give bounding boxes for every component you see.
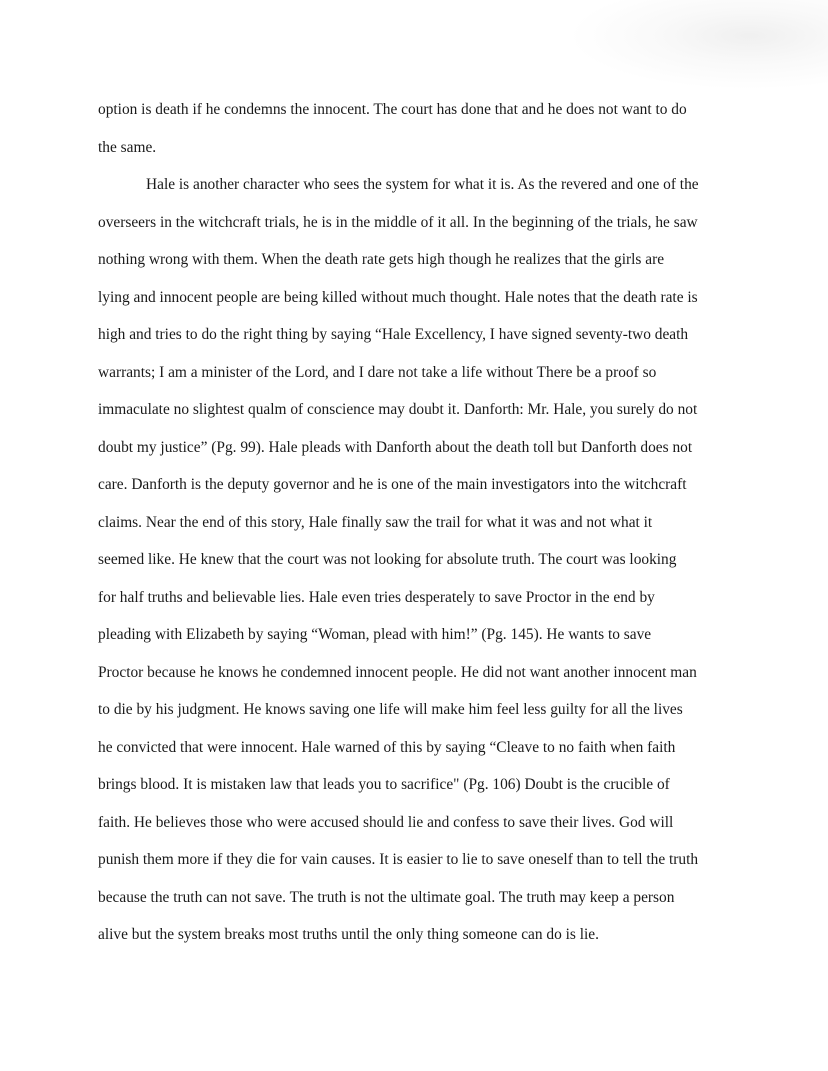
essay-body xyxy=(98,91,738,954)
text-line: pleading with Elizabeth by saying “Woman, plead with him!” (Pg. 145). He wants to save xyxy=(98,626,652,643)
text-line: doubt my justice” (Pg. 99). Hale pleads with Danforth about the death toll but Danforth does not xyxy=(98,438,693,456)
text-line: immaculate no slightest qualm of conscience may doubt it. Danforth: Mr. Hale, you surely do not xyxy=(98,401,698,418)
text-line: warrants; I am a minister of the Lord, and I dare not take a life without There be a proof so xyxy=(98,363,657,381)
text-line: Proctor because he knows he condemned innocent people. He did not want another innocent man xyxy=(98,663,697,681)
text-line: seemed like. He knew that the court was not looking for absolute truth. The court was looking xyxy=(98,551,677,568)
text-line: punish them more if they die for vain causes. It is easier to lie to save oneself than to tell the truth xyxy=(98,851,699,868)
text-line: care. Danforth is the deputy governor and he is one of the main investigators into the witchcraft xyxy=(98,476,687,493)
text-line: faith. He believes those who were accused should lie and confess to save their lives. God will xyxy=(98,813,674,831)
text-line: he convicted that were innocent. Hale warned of this by saying “Cleave to no faith when faith xyxy=(98,738,676,756)
text-line: high and tries to do the right thing by saying “Hale Excellency, I have signed seventy-two death xyxy=(98,326,689,343)
text-line: claims. Near the end of this story, Hale finally saw the trail for what it was and not what it xyxy=(98,513,653,531)
paragraph-first-line: Hale is another character who sees the system for what it is. As the revered and one of the xyxy=(146,176,699,193)
scan-smudge xyxy=(568,0,828,90)
text-line: the same. xyxy=(98,138,157,156)
text-line: overseers in the witchcraft trials, he is in the middle of it all. In the beginning of the trials, he saw xyxy=(98,213,698,231)
text-line: brings blood. It is mistaken law that leads you to sacrifice" (Pg. 106) Doubt is the crucible of xyxy=(98,776,670,793)
text-line: option is death if he condemns the innocent. The court has done that and he does not want to do xyxy=(98,101,687,118)
text-line: alive but the system breaks most truths until the only thing someone can do is lie. xyxy=(98,926,599,943)
text-line: to die by his judgment. He knows saving one life will make him feel less guilty for all the lives xyxy=(98,701,683,718)
text-line: nothing wrong with them. When the death rate gets high though he realizes that the girls are xyxy=(98,251,665,268)
text-line: for half truths and believable lies. Hale even tries desperately to save Proctor in the end by xyxy=(98,588,655,606)
text-line: lying and innocent people are being killed without much thought. Hale notes that the death rate is xyxy=(98,288,698,306)
text-line: because the truth can not save. The truth is not the ultimate goal. The truth may keep a person xyxy=(98,888,675,906)
